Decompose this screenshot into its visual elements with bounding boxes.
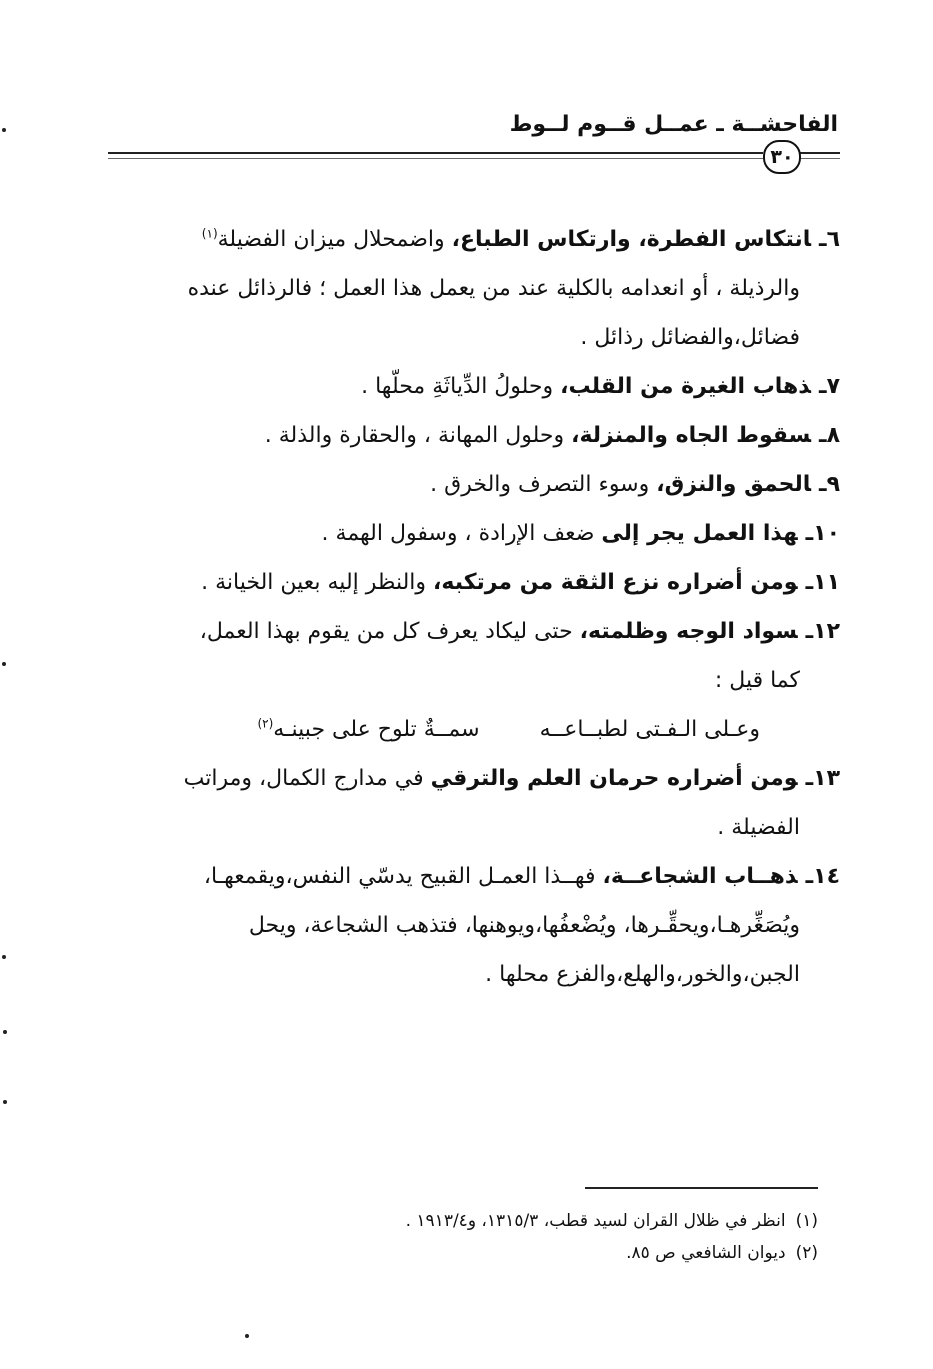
scan-speck [2, 662, 6, 666]
item-text: حتى ليكاد يعرف كل من يقوم بهذا العمل، [199, 619, 580, 644]
item-continuation: ويُصَغِّرهـا،ويحقِّـرها، ويُضْعفُها،ويوهنها، فتذهب الشجاعة، ويحل [248, 913, 800, 938]
item-text: في مدارج الكمال، ومراتب [183, 766, 431, 791]
item-continuation: الجبن،والخور،والهلع،والفزع محلها . [485, 962, 800, 987]
page-number: ٣٠ [763, 140, 801, 174]
footnote-mark: (٢) [795, 1243, 818, 1263]
item-text: فهــذا العمـل القبيح يدسّي النفس،ويقمعهـا، [203, 864, 603, 889]
item-lead: ومن أضراره نزع الثقة من مرتكبه، [433, 570, 798, 595]
item-number: ١٣ـ [805, 766, 840, 791]
running-title: الفاحشــة ـ عمــل قــوم لــوط [509, 112, 838, 137]
header-rule [108, 152, 763, 159]
item-number: ١١ـ [805, 570, 840, 595]
footnote-ref: (٢) [257, 716, 274, 731]
item-continuation: فضائل،والفضائل رذائل . [580, 325, 800, 350]
footnote [258, 1237, 818, 1269]
item-text: ضعف الإرادة ، وسفول الهمة . [321, 521, 602, 546]
item-lead: سواد الوجه وظلمته، [579, 619, 798, 644]
list-item-14 [122, 852, 840, 999]
item-lead: الحمق والنزق، [656, 472, 812, 497]
item-text: وحلول المهانة ، والحقارة والذلة . [264, 423, 572, 448]
item-text: وسوء التصرف والخرق . [430, 472, 657, 497]
item-lead: هذا العمل يجر إلى [601, 521, 798, 546]
item-lead: ذهــاب الشجاعــة، [602, 864, 798, 889]
scan-speck [3, 1100, 7, 1104]
footnote-text: انظر في ظلال القران لسيد قطب، ١٣١٥/٣، و١٩١٣/٤ . [405, 1211, 786, 1231]
item-text: وحلولُ الدِّياثَةِ محلّها . [361, 374, 561, 399]
item-number: ٧ـ [819, 374, 840, 399]
item-number: ٨ـ [819, 423, 840, 448]
footnote-separator [585, 1187, 818, 1189]
scan-speck [245, 1334, 249, 1338]
item-number: ١٤ـ [805, 864, 840, 889]
list-item-13 [122, 754, 840, 852]
item-continuation: كما قيل : [714, 668, 800, 693]
item-lead: سقوط الجاه والمنزلة، [571, 423, 812, 448]
header-rule-short [798, 152, 840, 159]
list-item-9 [122, 460, 840, 509]
item-number: ١٢ـ [805, 619, 840, 644]
item-text: والنظر إليه بعين الخيانة . [201, 570, 434, 595]
item-continuation: الفضيلة . [717, 815, 800, 840]
verse-first-hemistich: وعـلى الـفـتى لطبــاعــه [539, 717, 760, 742]
item-text: واضمحلال ميزان الفضيلة [217, 227, 452, 252]
item-lead: انتكاس الفطرة، وارتكاس الطباع، [451, 227, 812, 252]
item-lead: ذهاب الغيرة من القلب، [560, 374, 812, 399]
list-item-6 [122, 215, 840, 362]
item-number: ٩ـ [819, 472, 840, 497]
scan-speck [2, 128, 6, 132]
footnote-ref: (١) [201, 226, 218, 241]
verse-second-hemistich: سمــةٌ تلوح على جبينـه$^{(٢)}$ [257, 716, 480, 742]
footnote-mark: (١) [795, 1211, 818, 1231]
item-number: ١٠ـ [805, 521, 840, 546]
footnotes [258, 1205, 818, 1269]
list-item-8 [122, 411, 840, 460]
item-number: ٦ـ [819, 227, 840, 252]
list-item-10 [122, 509, 840, 558]
item-lead: ومن أضراره حرمان العلم والترقي [430, 766, 798, 791]
scan-speck [3, 1030, 7, 1034]
list-item-11 [122, 558, 840, 607]
footnote-text: ديوان الشافعي ص ٨٥. [626, 1243, 786, 1263]
item-continuation: والرذيلة ، أو انعدامه بالكلية عند من يعمل هذا العمل ؛ فالرذائل عنده [187, 276, 800, 301]
footnote [258, 1205, 818, 1237]
list-item-7 [122, 362, 840, 411]
poetry-verse [122, 705, 840, 754]
main-text [122, 215, 840, 999]
list-item-12 [122, 607, 840, 705]
scan-speck [2, 955, 6, 959]
